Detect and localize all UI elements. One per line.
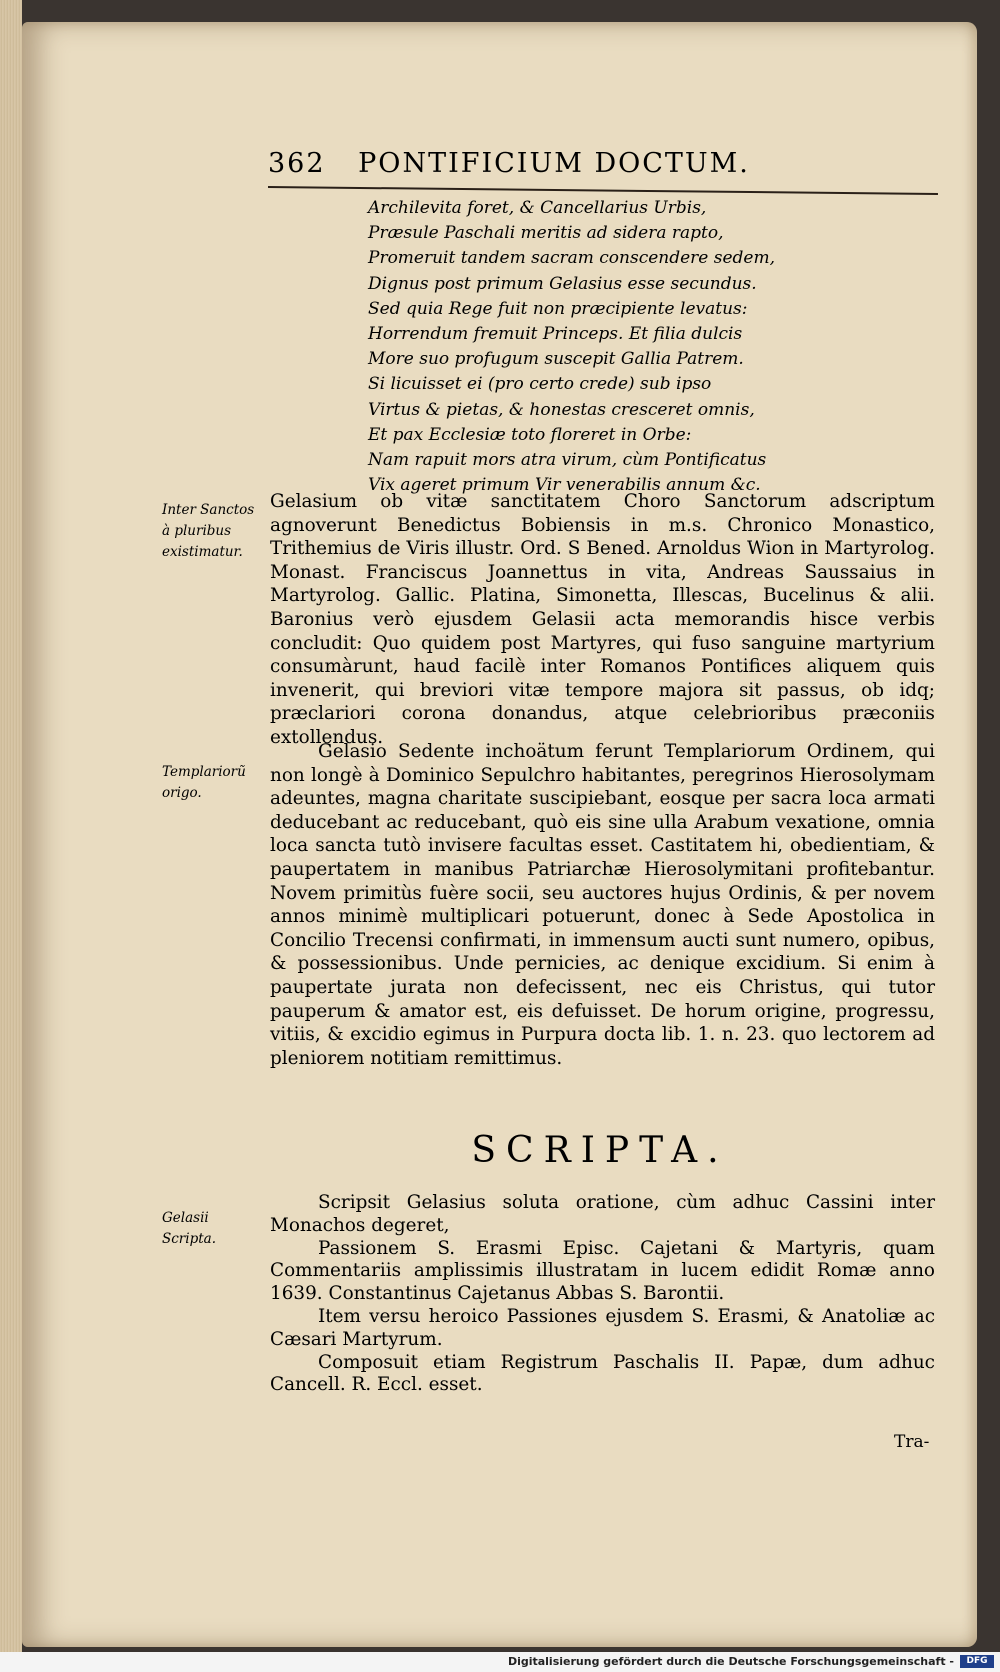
verse-line: Et pax Ecclesiæ toto floreret in Orbe:	[368, 424, 692, 445]
verse-line: Promeruit tandem sacram conscendere sedem,	[368, 248, 776, 269]
paragraph-gelasius-saints	[270, 490, 935, 750]
verse-line: Præsule Paschali meritis ad sidera rapto,	[368, 223, 724, 244]
section-title: SCRIPTA.	[471, 1130, 729, 1171]
scripta-paragraph: Passionem S. Erasmi Episc. Cajetani & Martyris, quam Commentariis amplissimis illustratam in lucem edidit Romæ anno 1639. Constantinus Cajetanus Abbas S. Barontii.	[270, 1237, 935, 1305]
footer-credit: Digitalisierung gefördert durch die Deutsche Forschungsgemeinschaft -	[507, 1655, 954, 1668]
paragraph-templars	[270, 740, 935, 1070]
catchword: Tra-	[894, 1432, 930, 1452]
running-header	[268, 148, 828, 179]
digitization-footer	[0, 1652, 1000, 1672]
scripta-paragraph: Item versu heroico Passiones ejusdem S. Erasmi, & Anatoliæ ac Cæsari Martyrum.	[270, 1305, 935, 1350]
dfg-logo: DFG	[960, 1655, 994, 1668]
paragraph-text: Gelasio Sedente inchoätum ferunt Templariorum Ordinem, qui non longè à Dominico Sepulchro habitantes, peregrinos Hierosolymam adeuntes, magna charitate suscipiebant, eosque per sacra loca armati deducebant ac reducebant, quò eis sine ulla Arabum vexatione, omnia loca sancta tutò invisere facultas esset. Castitatem hi, obedientiam, & paupertatem in manibus Patriarchæ Hierosolymitani profitebantur. Novem primitùs fuère socii, seu auctores hujus Ordinis, & per novem annos minimè multiplicari potuerunt, donec à Sede Apostolica in Concilio Trecensi confirmati, in immensum aucti sunt numero, opibus, & possessionibus. Unde pernicies, ac denique excidium. Si enim à paupertate jurata non defecissent, nec eis Christus, qui tutor pauperum & amator est, eis defuisset. De horum origine, progressu, vitiis, & excidio egimus in Purpura docta lib. 1. n. 23. quo lectorem ad pleniorem notitiam remittimus.	[270, 741, 935, 1069]
scripta-paragraph: Scripsit Gelasius soluta oratione, cùm adhuc Cassini inter Monachos degeret,	[270, 1192, 935, 1236]
verse-line: Sed quia Rege fuit non præcipiente levatus:	[368, 298, 748, 319]
scripta-paragraph: Composuit etiam Registrum Paschalis II. Papæ, dum adhuc Cancell. R. Eccl. esset.	[270, 1351, 935, 1396]
verse-line: Vix ageret primum Vir venerabilis annum &c.	[368, 475, 761, 496]
verse-line: Horrendum fremuit Princeps. Et filia dulcis	[368, 324, 743, 345]
book-page-edges	[0, 0, 22, 1672]
scripta-section	[270, 1192, 935, 1397]
verse-line: Si licuisset ei (pro certo crede) sub ipso	[368, 374, 712, 395]
verse-line: Virtus & pietas, & honestas cresceret omnis,	[368, 399, 755, 420]
margin-note-writings: Gelasii Scripta.	[162, 1210, 216, 1247]
paragraph-text: Gelasium ob vitæ sanctitatem Choro Sanctorum adscriptum agnoverunt Benedictus Bobiensis in m.s. Chronico Monastico, Trithemius de Viris illustr. Ord. S Bened. Arnoldus Wion in Martyrolog. Monast. Franciscus Joannettus in vita, Andreas Saussaius in Martyrolog. Gallic. Platina, Simonetta, Illescas, Bucelinus & alii. Baronius verò ejusdem Gelasii acta memorandis hisce verbis concludit: Quo quidem post Martyres, qui fuso sanguine martyrium consumàrunt, haud facilè inter Romanos Pontifices aliquem quis invenerit, qui breviori vitæ tempore majora sit passus, ob idq; præclariori corona donandus, atque celebrioribus præconiis extollendus.	[270, 491, 935, 748]
page-number: 362	[268, 148, 326, 179]
verse-line: Archilevita foret, & Cancellarius Urbis,	[368, 198, 707, 218]
verse-line: Nam rapuit mors atra virum, cùm Pontificatus	[368, 450, 767, 471]
running-title: PONTIFICIUM DOCTUM.	[358, 148, 750, 179]
verse-block	[368, 196, 928, 498]
margin-note-templars: Templariorũ origo.	[162, 764, 246, 801]
verse-line: Dignus post primum Gelasius esse secundus.	[368, 273, 757, 294]
margin-note-saints: Inter Sanctos à pluribus existimatur.	[162, 502, 255, 560]
verse-line: More suo profugum suscepit Gallia Patrem.	[368, 349, 744, 370]
